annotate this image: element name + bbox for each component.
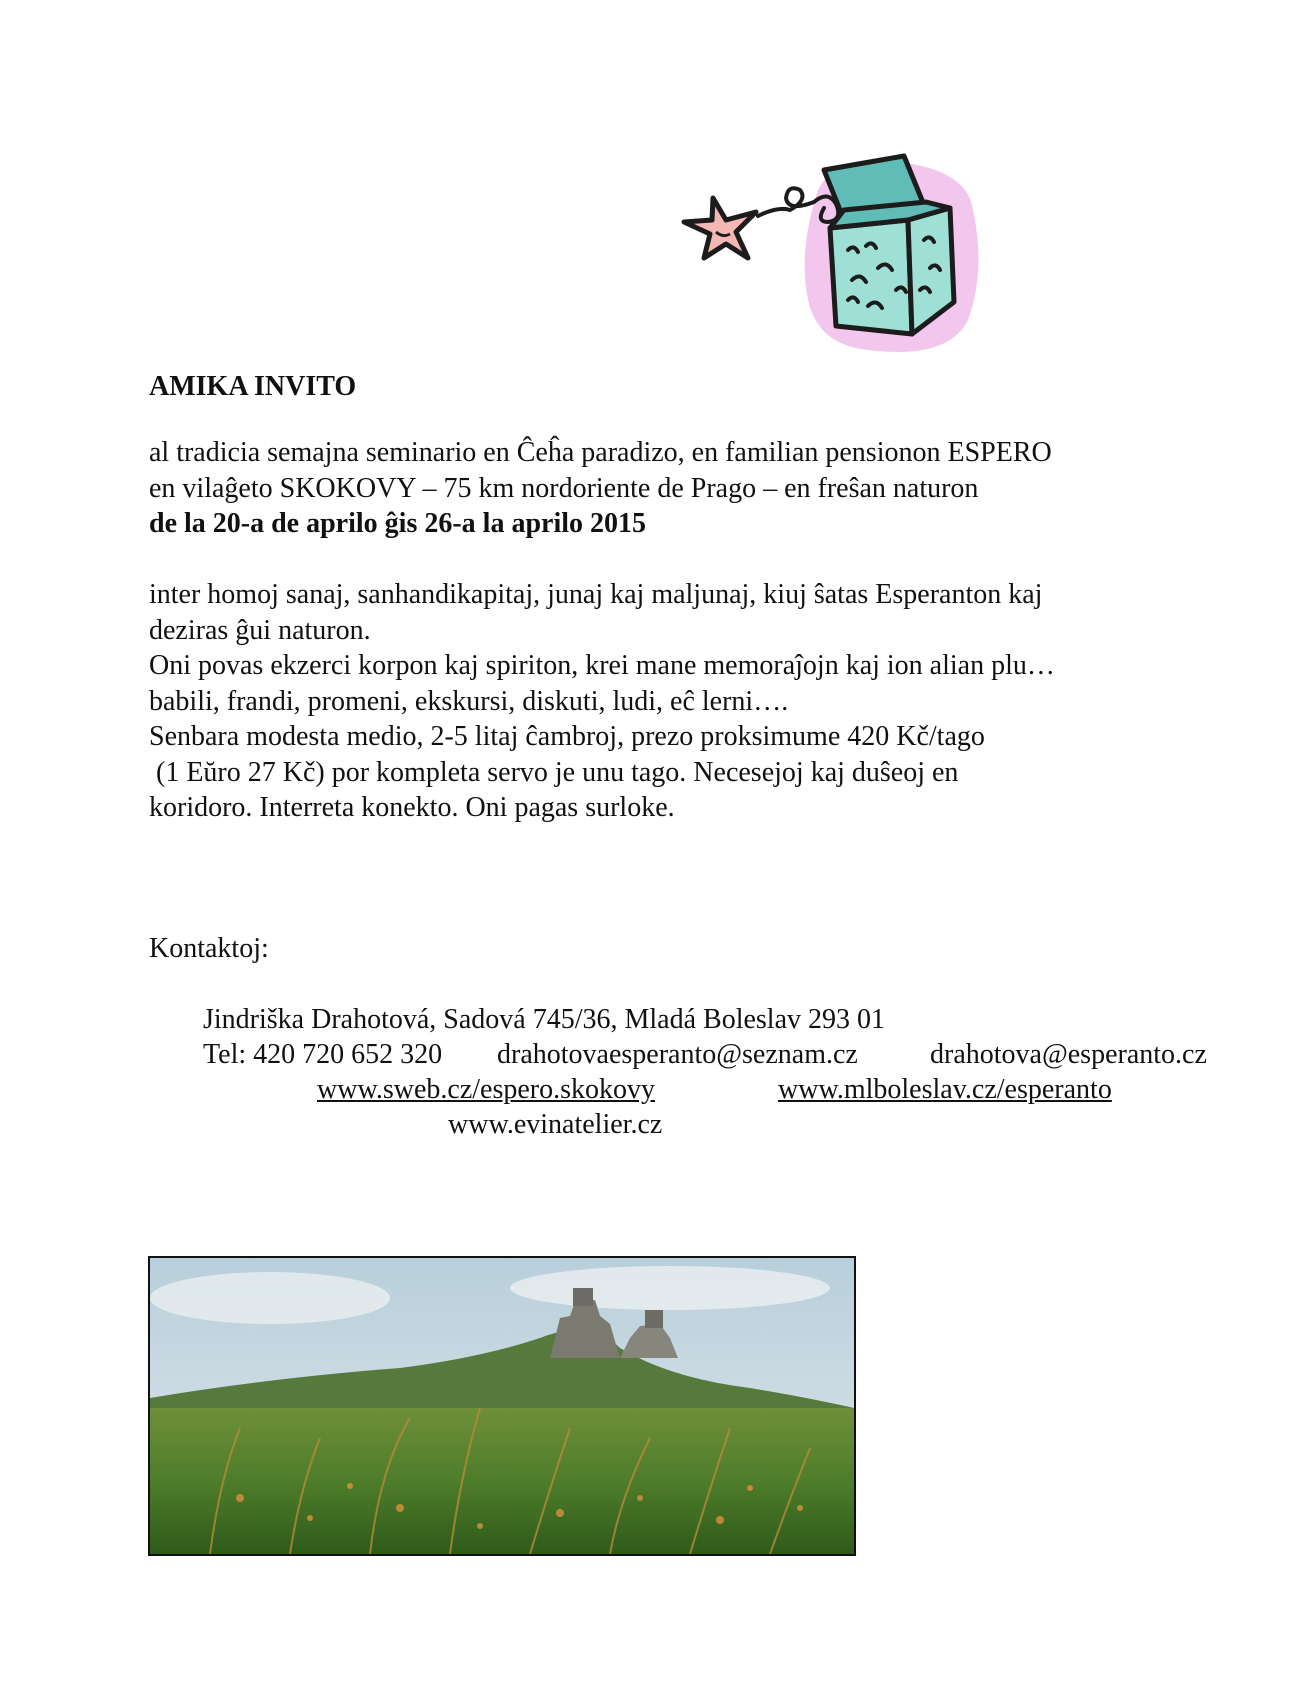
contact-email-seznam[interactable]: drahotovaesperanto@seznam.cz [497,1039,858,1070]
contact-phone: Tel: 420 720 652 320 [203,1039,443,1070]
invitation-heading: AMIKA INVITO [149,371,357,402]
contact-email-esperanto[interactable]: drahotova@esperanto.cz [930,1039,1207,1070]
contacts-label: Kontaktoj: [149,933,269,964]
intro-line-2: en vilaĝeto SKOKOVY – 75 km nordoriente de Prago – en freŝan naturon [149,472,979,504]
intro-line-1: al tradicia semajna seminario en Ĉeĥa paradizo, en familian pensionon ESPERO [149,437,1052,468]
details-line-4: babili, frandi, promeni, ekskursi, diskuti, ludi, eĉ lerni…. [149,685,789,717]
link-evinatelier[interactable]: www.evinatelier.cz [448,1109,663,1140]
link-sweb[interactable]: www.sweb.cz/espero.skokovy [317,1074,655,1105]
castle-ruins-meadow-photo [148,1256,856,1556]
date-line: de la 20-a de aprilo ĝis 26-a la aprilo 2015 [149,508,646,539]
details-paragraph [149,577,1055,826]
details-line-5: Senbara modesta medio, 2-5 litaj ĉambroj, prezo proksimume 420 Kč/tago [149,721,985,752]
details-line-6: (1 Eŭro 27 Kč) por kompleta servo je unu tago. Necesejoj kaj duŝeoj en [149,756,959,788]
details-line-1: inter homoj sanaj, sanhandikapitaj, junaj kaj maljunaj, kiuj ŝatas Esperanton kaj [149,579,1043,610]
details-line-3: Oni povas ekzerci korpon kaj spiriton, krei mane memoraĵojn kaj ion alian plu… [149,650,1055,681]
details-line-7: koridoro. Interreta konekto. Oni pagas surloke. [149,792,675,823]
details-line-2: deziras ĝui naturon. [149,614,371,646]
link-mlboleslav[interactable]: www.mlboleslav.cz/esperanto [778,1074,1112,1105]
contact-address: Jindriška Drahotová, Sadová 745/36, Mladá Boleslav 293 01 [203,1004,886,1035]
magic-box-with-star-icon [668,150,1008,370]
intro-paragraph [149,435,1052,542]
